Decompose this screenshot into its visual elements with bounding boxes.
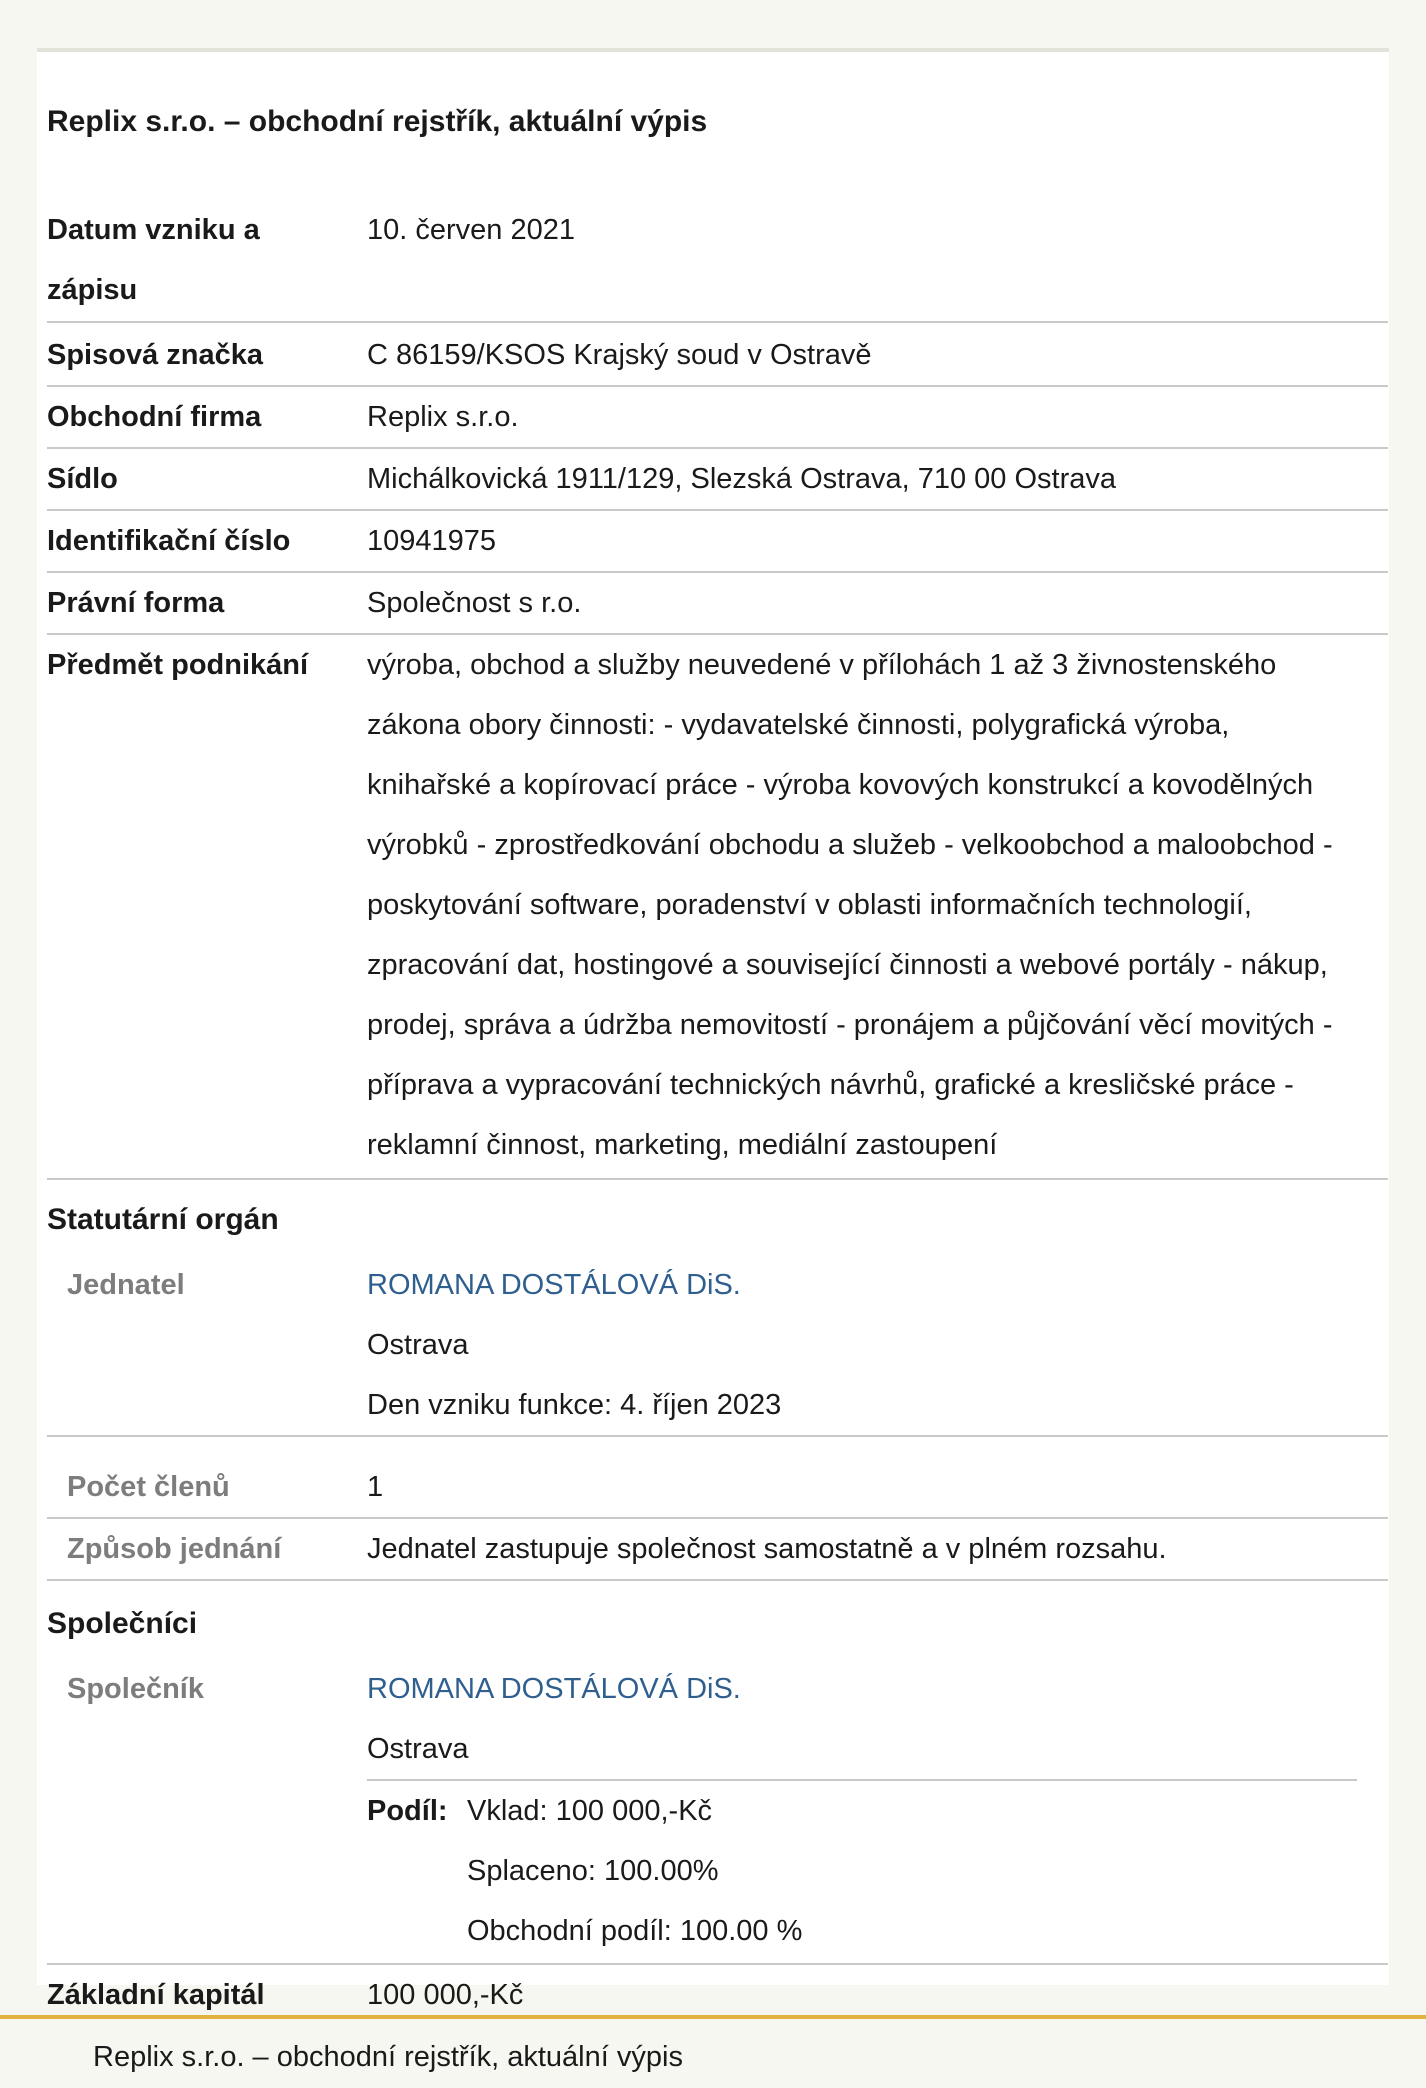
footer-text: Replix s.r.o. – obchodní rejstřík, aktuální výpis	[93, 2041, 683, 2073]
label-datum-line2: zápisu	[47, 274, 138, 306]
label-sidlo: Sídlo	[47, 463, 118, 495]
label-datum-vzniku	[47, 200, 347, 320]
label-zakladni-kapital: Základní kapitál	[47, 1979, 265, 2011]
predmet-line: knihařské a kopírovací práce - výroba kovových konstrukcí a kovodělných	[367, 769, 1314, 801]
podil-vklad: Vklad: 100 000,-Kč	[467, 1795, 713, 1827]
label-spisova-znacka: Spisová značka	[47, 339, 263, 371]
label-datum-line1: Datum vzniku a	[47, 214, 260, 246]
podil-label: Podíl:	[367, 1795, 448, 1827]
label-jednatel: Jednatel	[67, 1269, 185, 1301]
value-zakladni-kapital: 100 000,-Kč	[367, 1979, 524, 2011]
row-predmet-podnikani	[47, 635, 1388, 1180]
label-zpusob-jednani: Způsob jednání	[67, 1533, 282, 1565]
jednatel-city: Ostrava	[367, 1329, 469, 1361]
row-pravni-forma	[47, 573, 1388, 635]
label-obchodni-firma: Obchodní firma	[47, 401, 262, 433]
heading-spolecnici: Společníci	[47, 1607, 198, 1640]
predmet-line: zákona obory činnosti: - vydavatelské činnosti, polygrafická výroba,	[367, 709, 1230, 741]
value-pocet-clenu: 1	[367, 1471, 384, 1503]
value-spolecnik	[367, 1659, 1377, 1779]
row-zpusob-jednani	[47, 1519, 1388, 1581]
value-obchodni-firma: Replix s.r.o.	[367, 401, 519, 433]
predmet-line: příprava a vypracování technických návrhů, grafické a kresličské práce -	[367, 1069, 1294, 1101]
row-pocet-clenu	[47, 1457, 1388, 1519]
value-pravni-forma: Společnost s r.o.	[367, 587, 582, 619]
value-zpusob-jednani: Jednatel zastupuje společnost samostatně a v plném rozsahu.	[367, 1533, 1167, 1565]
predmet-line: výrobků - zprostředkování obchodu a služeb - velkoobchod a maloobchod -	[367, 829, 1333, 861]
row-identifikacni-cislo	[47, 511, 1388, 573]
podil-splaceno: Splaceno: 100.00%	[467, 1855, 719, 1887]
value-predmet-podnikani	[367, 635, 1377, 1175]
extract-card	[37, 48, 1389, 2011]
spolecnik-city: Ostrava	[367, 1733, 469, 1765]
label-pravni-forma: Právní forma	[47, 587, 225, 619]
podil-block	[367, 1779, 1357, 1959]
predmet-line: prodej, správa a údržba nemovitostí - pronájem a půjčování věcí movitých -	[367, 1009, 1333, 1041]
value-jednatel	[367, 1255, 1377, 1435]
page-title: Replix s.r.o. – obchodní rejstřík, aktuální výpis	[47, 105, 708, 138]
predmet-line: zpracování dat, hostingové a související činnosti a webové portály - nákup,	[367, 949, 1328, 981]
footer	[0, 2015, 1426, 2088]
podil-values	[467, 1781, 802, 1961]
row-obchodni-firma	[47, 387, 1388, 449]
value-datum-vzniku: 10. červen 2021	[367, 214, 575, 246]
row-jednatel	[47, 1255, 1388, 1437]
value-identifikacni-cislo: 10941975	[367, 525, 497, 557]
value-spisova-znacka: C 86159/KSOS Krajský soud v Ostravě	[367, 339, 872, 371]
row-datum-vzniku	[47, 200, 1388, 323]
predmet-line: výroba, obchod a služby neuvedené v přílohách 1 až 3 živnostenského	[367, 649, 1277, 681]
predmet-line: poskytování software, poradenství v oblasti informačních technologií,	[367, 889, 1252, 921]
row-spolecnik	[47, 1659, 1388, 1965]
row-spisova-znacka	[47, 325, 1388, 387]
row-sidlo	[47, 449, 1388, 511]
jednatel-name-link[interactable]: ROMANA DOSTÁLOVÁ DiS.	[367, 1269, 741, 1301]
podil-obchodni: Obchodní podíl: 100.00 %	[467, 1915, 803, 1947]
value-sidlo: Michálkovická 1911/129, Slezská Ostrava, 710 00 Ostrava	[367, 463, 1117, 495]
jednatel-since: Den vzniku funkce: 4. říjen 2023	[367, 1389, 782, 1421]
label-pocet-clenu: Počet členů	[67, 1471, 230, 1503]
label-identifikacni-cislo: Identifikační číslo	[47, 525, 291, 557]
heading-statutarni-organ: Statutární orgán	[47, 1203, 279, 1236]
label-spolecnik: Společník	[67, 1673, 204, 1705]
spolecnik-name-link[interactable]: ROMANA DOSTÁLOVÁ DiS.	[367, 1673, 741, 1705]
label-predmet-podnikani: Předmět podnikání	[47, 649, 309, 681]
predmet-line: reklamní činnost, marketing, mediální zastoupení	[367, 1129, 998, 1161]
